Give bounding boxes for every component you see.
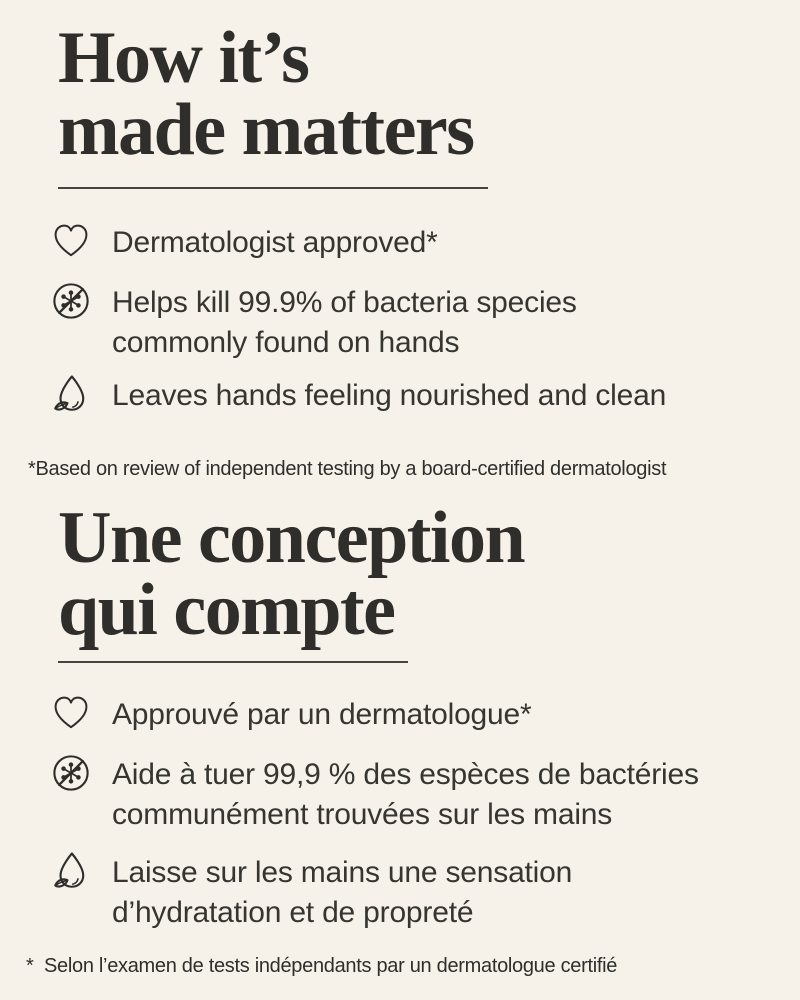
bullet-text: Dermatologist approved*: [112, 226, 438, 259]
bullet-nourished-clean: [48, 371, 666, 417]
droplet-leaf-icon: [48, 371, 94, 417]
heart-icon: [48, 218, 94, 264]
bullet-text: Laisse sur les mains une sensation d’hydratation et de propreté: [112, 856, 573, 929]
heart-icon: [48, 690, 94, 736]
droplet-leaf-icon: [48, 848, 94, 894]
bullet-kills-bacteria: [48, 278, 577, 363]
bullet-tue-bacteries: [48, 750, 699, 835]
bullet-dermatologist-approved: [48, 218, 438, 264]
bullet-text: Helps kill 99.9% of bacteria species commonly found on hands: [112, 286, 577, 359]
bullet-text: Leaves hands feeling nourished and clean: [112, 379, 667, 412]
bullet-approuve-dermatologue: [48, 690, 532, 736]
heading-line: Une conception: [58, 497, 525, 579]
heading-line: qui compte: [58, 569, 395, 651]
bullet-text: Approuvé par un dermatologue*: [112, 698, 532, 731]
heading-line: How it’s: [58, 17, 309, 99]
bullet-text: Aide à tuer 99,9 % des espèces de bactéries communément trouvées sur les mains: [112, 758, 699, 831]
no-bacteria-icon: [48, 750, 94, 796]
heading-line: made matters: [58, 89, 474, 171]
footnote-french: * Selon l’examen de tests indépendants par un dermatologue certifié: [26, 955, 618, 977]
heading-french: [58, 497, 525, 651]
bullet-hydratation-proprete: [48, 848, 572, 933]
footnote-english: *Based on review of independent testing by a board-certified dermatologist: [28, 458, 667, 480]
heading-english: [58, 17, 474, 171]
heading-underline: [58, 187, 488, 189]
no-bacteria-icon: [48, 278, 94, 324]
heading-underline: [58, 661, 408, 663]
